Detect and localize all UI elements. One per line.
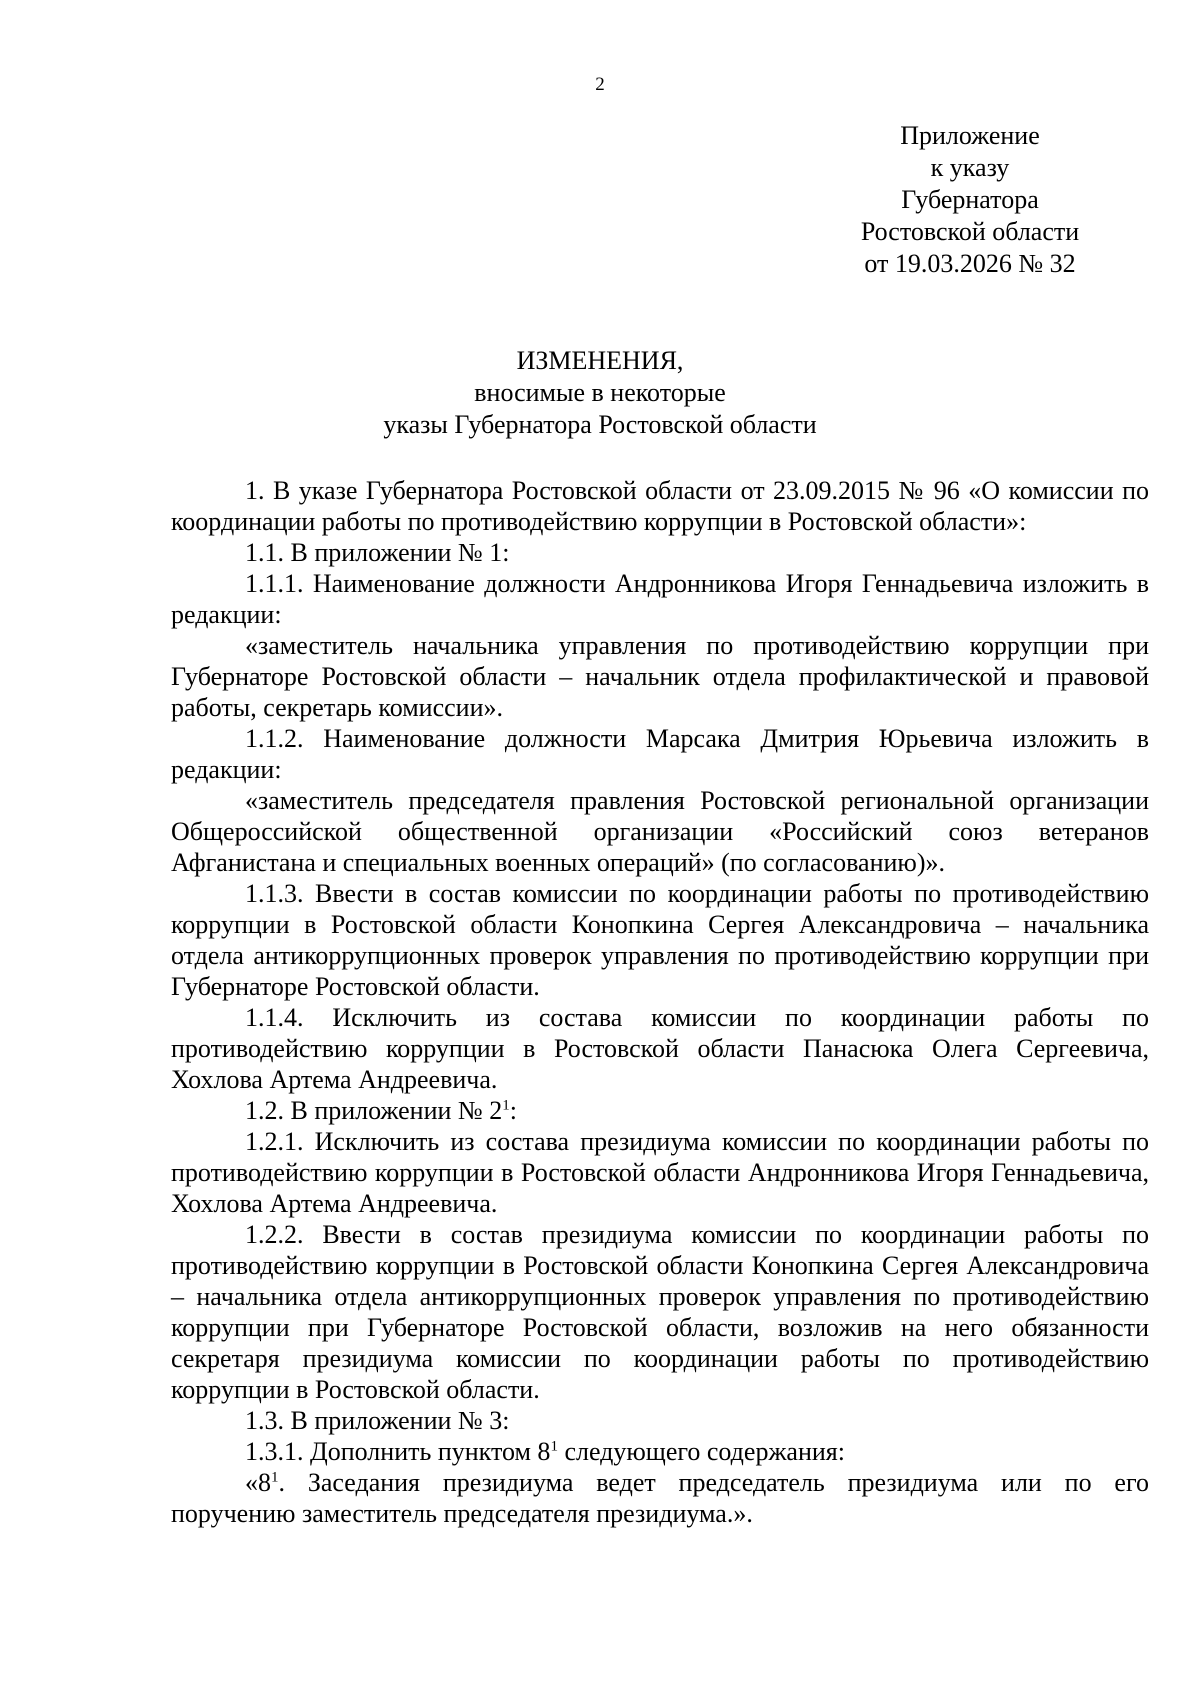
document-title: ИЗМЕНЕНИЯ,: [516, 346, 684, 375]
document-body: [171, 475, 1149, 1529]
superscript: 1: [271, 1469, 279, 1486]
paragraph-1-3-1: [171, 1436, 1149, 1467]
document-subtitle: вносимые в некоторые: [474, 378, 726, 407]
appendix-line: Приложение: [900, 121, 1040, 150]
text-part: :: [509, 1096, 517, 1125]
document-heading: [0, 345, 1200, 441]
appendix-line: Губернатора: [901, 185, 1039, 214]
appendix-line: Ростовской области: [860, 217, 1080, 246]
paragraph-1: 1. В указе Губернатора Ростовской области от 23.09.2015 № 96 «О комиссии по координации работы по противодействию коррупции в Ростовской области»:: [171, 476, 1149, 536]
appendix-block: [840, 120, 1100, 280]
paragraph-1-1-3: 1.1.3. Ввести в состав комиссии по координации работы по противодействию коррупции в Ростовской области Конопкина Сергея Александровича – начальника отдела антикоррупционных проверок управления по противодействию коррупции при Губернаторе Ростовской области.: [171, 879, 1149, 1001]
text-part: . Заседания президиума ведет председатель президиума или по его поручению заместитель председателя президиума.».: [171, 1468, 1149, 1528]
text-part: 1.2. В приложении № 2: [245, 1096, 503, 1125]
text-part: следующего содержания:: [557, 1437, 845, 1466]
text-part: «8: [245, 1468, 271, 1497]
document-subtitle: указы Губернатора Ростовской области: [383, 410, 817, 439]
appendix-line: от 19.03.2026 № 32: [864, 249, 1076, 278]
superscript: 1: [550, 1438, 558, 1455]
paragraph-1-2-1: 1.2.1. Исключить из состава президиума комиссии по координации работы по противодействию коррупции в Ростовской области Андронникова Игоря Геннадьевича, Хохлова Артема Андреевича.: [171, 1127, 1149, 1218]
appendix-line: к указу: [930, 153, 1010, 182]
paragraph-1-2-2: 1.2.2. Ввести в состав президиума комиссии по координации работы по противодействию коррупции в Ростовской области Конопкина Сергея Александровича – начальника отдела антикоррупционных проверок управления по противодействию коррупции при Губернаторе Ростовской области, возложив на него обязанности секретаря президиума комиссии по координации работы по противодействию коррупции в Ростовской области.: [171, 1220, 1149, 1404]
paragraph-1-1-2: 1.1.2. Наименование должности Марсака Дмитрия Юрьевича изложить в редакции:: [171, 724, 1149, 784]
paragraph-1-1-4: 1.1.4. Исключить из состава комиссии по координации работы по противодействию коррупции в Ростовской области Панасюка Олега Сергеевича, Хохлова Артема Андреевича.: [171, 1003, 1149, 1094]
paragraph-1-1-2-quote: «заместитель председателя правления Ростовской региональной организации Общероссийской общественной организации «Российский союз ветеранов Афганистана и специальных военных операций» (по согласованию)».: [171, 786, 1149, 877]
paragraph-1-1-1: 1.1.1. Наименование должности Андронникова Игоря Геннадьевича изложить в редакции:: [171, 569, 1149, 629]
paragraph-1-3: 1.3. В приложении № 3:: [245, 1406, 510, 1435]
page-number: 2: [595, 74, 605, 95]
paragraph-1-1: 1.1. В приложении № 1:: [245, 538, 510, 567]
superscript: 1: [502, 1097, 510, 1114]
paragraph-1-1-1-quote: «заместитель начальника управления по противодействию коррупции при Губернаторе Ростовской области – начальник отдела профилактической и правовой работы, секретарь комиссии».: [171, 631, 1149, 722]
paragraph-1-2: [171, 1095, 1149, 1126]
paragraph-1-3-1-quote: [171, 1467, 1149, 1529]
text-part: 1.3.1. Дополнить пунктом 8: [245, 1437, 551, 1466]
